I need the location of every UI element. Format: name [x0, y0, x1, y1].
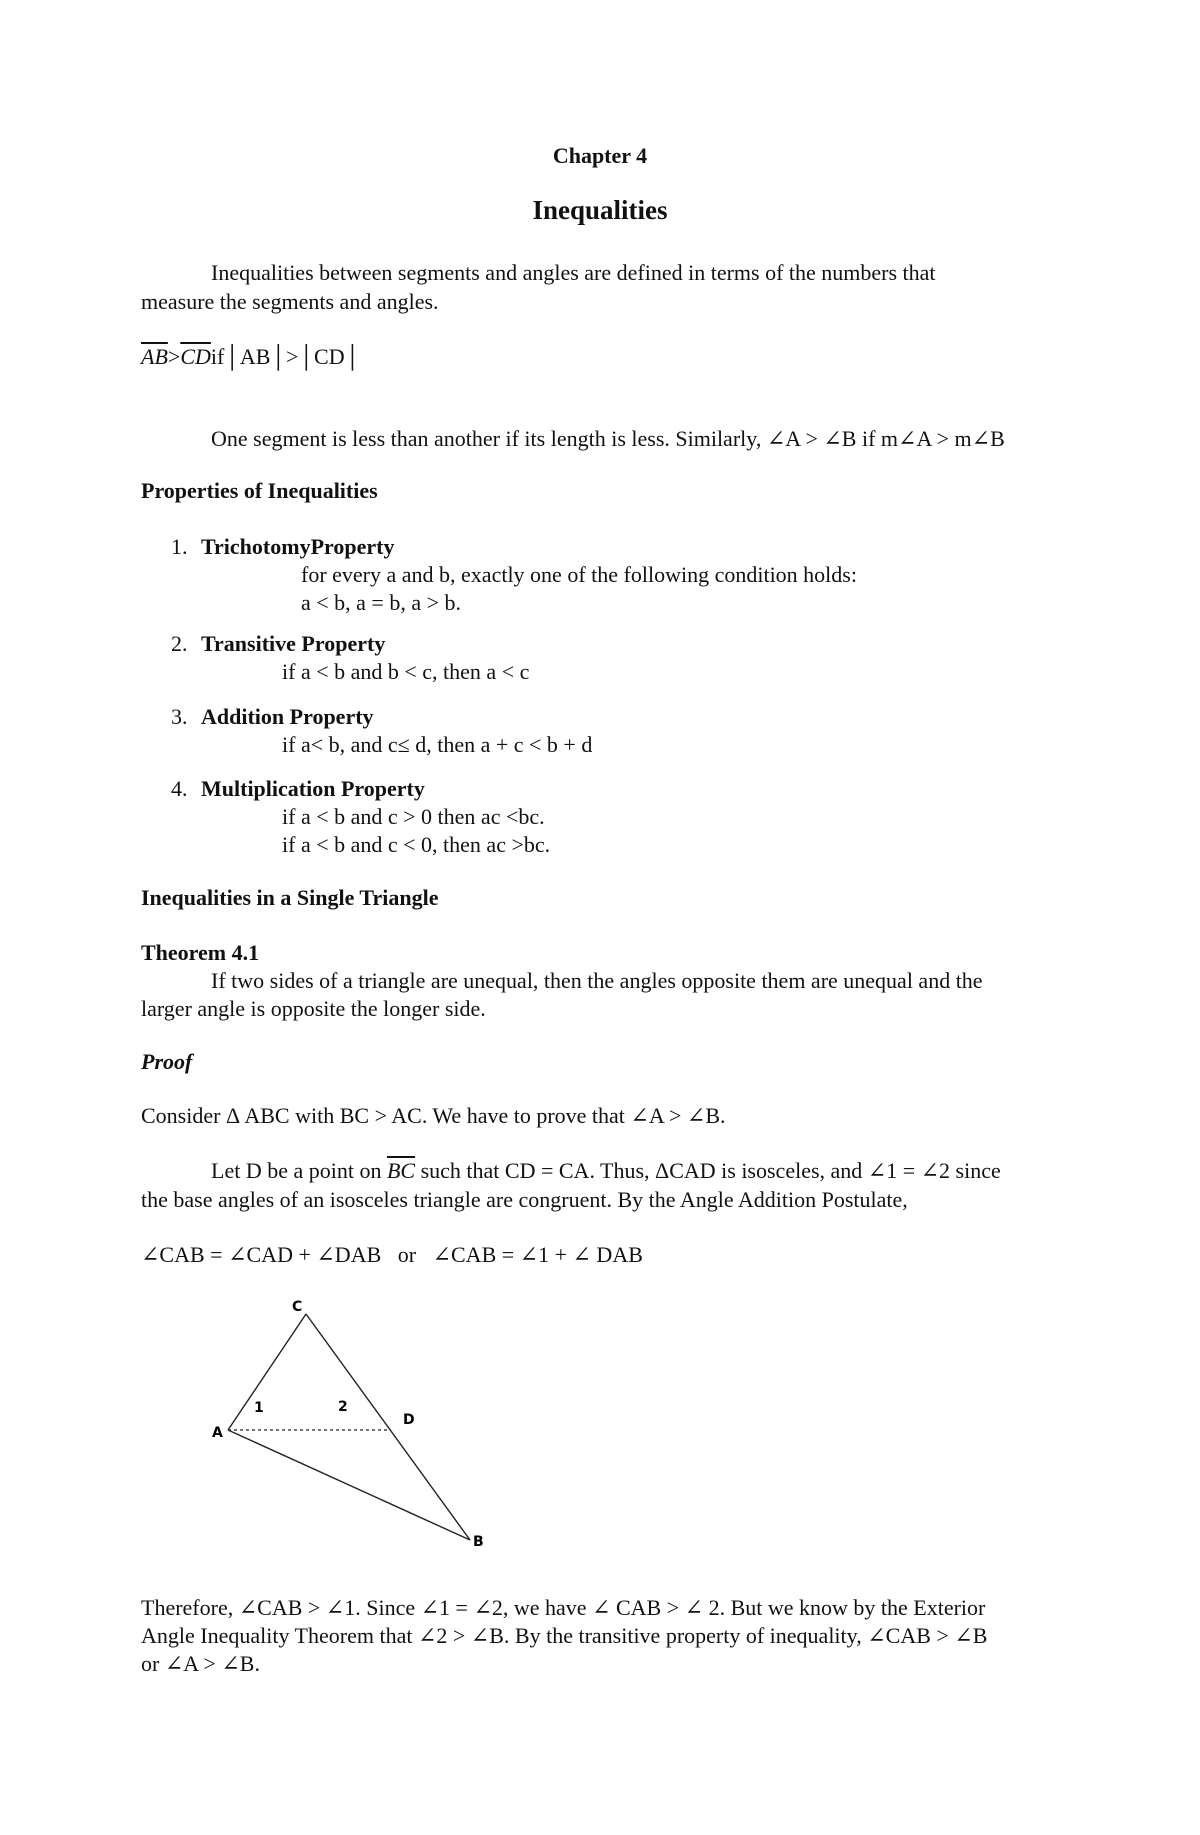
- theorem-line-1: If two sides of a triangle are unequal, then the angles opposite them are unequal and the: [211, 968, 983, 993]
- side-ab: [228, 1430, 470, 1540]
- property-title: Addition Property: [201, 704, 374, 729]
- angle-label-2: 2: [338, 1399, 348, 1415]
- compare-sentence: One segment is less than another if its length is less. Similarly, ∠A > ∠B if m∠A > m∠B: [211, 426, 1005, 451]
- theorem-title: Theorem 4.1: [141, 940, 260, 965]
- side-cb: [306, 1314, 470, 1540]
- property-number: 1.: [171, 534, 188, 559]
- property-number: 2.: [171, 631, 188, 656]
- page-title: Inequalities: [532, 195, 668, 225]
- vertex-label-c: C: [292, 1299, 303, 1315]
- angle-equation: ∠CAB = ∠CAD + ∠DAB or ∠CAB = ∠1 + ∠ DAB: [141, 1242, 643, 1267]
- intro-line-1: Inequalities between segments and angles are defined in terms of the numbers that: [211, 260, 936, 285]
- segment-ab: $\overline{AB}$: [141, 344, 168, 369]
- conclusion-line-3: or ∠A > ∠B.: [141, 1651, 260, 1676]
- property-number: 4.: [171, 776, 188, 801]
- let-text-end: such that CD = CA. Thus, ΔCAD is isosceles, and ∠1 = ∠2 since: [415, 1158, 1001, 1183]
- consider-sentence: Consider Δ ABC with BC > AC. We have to prove that ∠A > ∠B.: [141, 1103, 726, 1128]
- property-line: for every a and b, exactly one of the following condition holds:: [301, 562, 857, 587]
- property-line: if a< b, and c≤ d, then a + c < b + d: [282, 732, 593, 757]
- let-text-start: Let D be a point on: [211, 1158, 387, 1183]
- segment-definition-rest: if│AB│>│CD│: [210, 344, 361, 369]
- property-line: if a < b and c < 0, then ac >bc.: [282, 832, 551, 857]
- properties-heading: Properties of Inequalities: [141, 478, 378, 503]
- property-line: if a < b and b < c, then a < c: [282, 659, 530, 684]
- chapter-label: Chapter 4: [552, 143, 648, 168]
- property-title: Multiplication Property: [201, 776, 425, 801]
- side-ca: [228, 1314, 306, 1430]
- segment-bc: $\overline{BC}$: [386, 1158, 416, 1183]
- property-line: if a < b and c > 0 then ac <bc.: [282, 804, 545, 829]
- greater-sign: >: [167, 344, 181, 369]
- vertex-label-d: D: [403, 1412, 415, 1428]
- property-number: 3.: [171, 704, 188, 729]
- angle-label-1: 1: [254, 1400, 264, 1416]
- vertex-label-b: B: [473, 1534, 484, 1550]
- segment-cd: $\overline{CD}$: [180, 344, 211, 369]
- property-title: Transitive Property: [201, 631, 386, 656]
- base-angles-sentence: the base angles of an isosceles triangle are congruent. By the Angle Addition Postulate,: [141, 1187, 908, 1212]
- conclusion-line-2: Angle Inequality Theorem that ∠2 > ∠B. By the transitive property of inequality, ∠CAB > ∠B: [141, 1623, 988, 1648]
- vertex-label-a: A: [212, 1425, 223, 1441]
- intro-line-2: measure the segments and angles.: [141, 289, 439, 314]
- section-heading: Inequalities in a Single Triangle: [141, 885, 439, 910]
- property-title: TrichotomyProperty: [201, 534, 395, 559]
- theorem-line-2: larger angle is opposite the longer side.: [141, 996, 486, 1021]
- property-line: a < b, a = b, a > b.: [301, 590, 462, 615]
- proof-label: Proof: [141, 1049, 193, 1074]
- conclusion-line-1: Therefore, ∠CAB > ∠1. Since ∠1 = ∠2, we have ∠ CAB > ∠ 2. But we know by the Exterior: [141, 1595, 986, 1620]
